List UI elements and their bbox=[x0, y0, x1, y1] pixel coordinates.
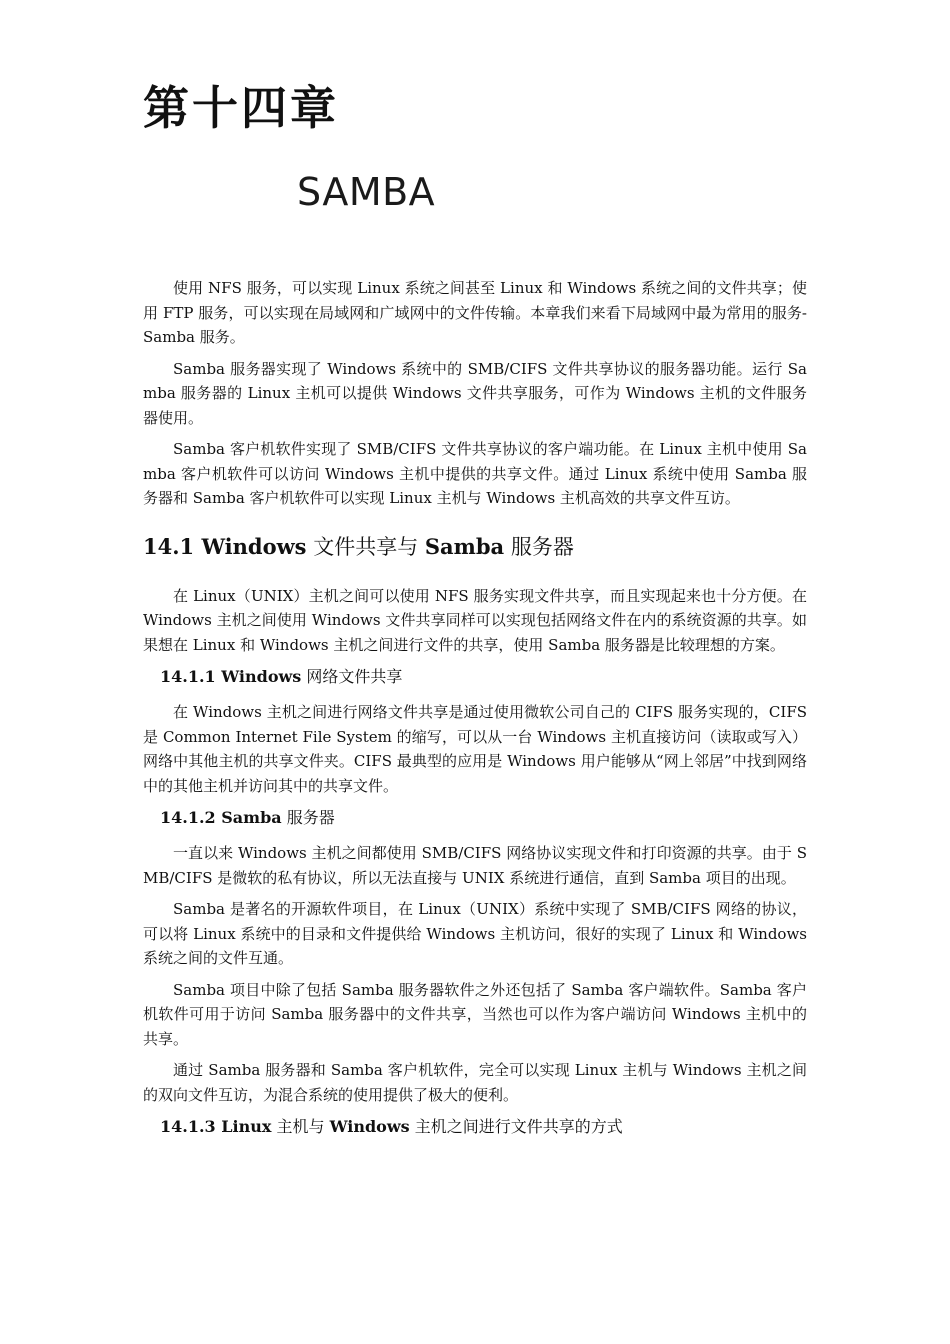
section-heading-14-1-tail: 服务器 bbox=[504, 534, 574, 559]
section-heading-14-1-2-text: 服务器 bbox=[281, 808, 335, 827]
section-heading-14-1-3-mid: 主机与 bbox=[271, 1117, 330, 1136]
section-heading-14-1-3-windows: Windows bbox=[329, 1117, 410, 1136]
section-heading-14-1-3-number: 14.1.3 Linux bbox=[160, 1117, 272, 1136]
section-heading-14-1-samba: Samba bbox=[424, 533, 505, 559]
section-heading-14-1-1 bbox=[160, 664, 807, 690]
paragraph-intro-2: Samba 服务器实现了 Windows 系统中的 SMB/CIFS 文件共享协议的服务器功能。运行 Samba 服务器的 Linux 主机可以提供 Windows 文件共享服务，可作为 Windows 主机的文件服务器使用。 bbox=[143, 359, 807, 427]
chapter-title: 第十四章 bbox=[143, 81, 339, 135]
section-heading-14-1-2-number: 14.1.2 Samba bbox=[160, 808, 282, 827]
section-heading-14-1 bbox=[143, 532, 807, 562]
paragraph-14-1: 在 Linux（UNIX）主机之间可以使用 NFS 服务实现文件共享，而且实现起来也十分方便。在 Windows 主机之间使用 Windows 文件共享同样可以实现包括网络文件在内的系统资源的共享。如果想在 Linux 和 Windows 主机之间进行文件的共享，使用 Samba 服务器是比较理想的方案。 bbox=[143, 586, 807, 654]
section-heading-14-1-1-number: 14.1.1 Windows bbox=[160, 667, 302, 686]
paragraph-14-1-1: 在 Windows 主机之间进行网络文件共享是通过使用微软公司自己的 CIFS 服务实现的，CIFS 是 Common Internet File System 的缩写，可以从一台 Windows 主机直接访问（读取或写入）网络中其他主机的共享文件夹。CIFS 最典型的应用是 Windows 用户能够从“网上邻居”中找到网络中的其他主机并访问其中的共享文件。 bbox=[143, 703, 807, 795]
section-heading-14-1-3 bbox=[160, 1114, 807, 1140]
section-heading-14-1-text: 文件共享与 bbox=[306, 534, 425, 559]
paragraph-14-1-2-d: 通过 Samba 服务器和 Samba 客户机软件，完全可以实现 Linux 主机与 Windows 主机之间的双向文件互访，为混合系统的使用提供了极大的便利。 bbox=[143, 1061, 807, 1104]
paragraph-intro-3: Samba 客户机软件实现了 SMB/CIFS 文件共享协议的客户端功能。在 Linux 主机中使用 Samba 客户机软件可以访问 Windows 主机中提供的共享文件。通过 Linux 系统中使用 Samba 服务器和 Samba 客户机软件可以实现 Linux 主机与 Windows 主机高效的共享文件互访。 bbox=[143, 440, 807, 507]
chapter-subtitle: SAMBA bbox=[297, 170, 436, 214]
paragraph-intro-1: 使用 NFS 服务，可以实现 Linux 系统之间甚至 Linux 和 Windows 系统之间的文件共享；使用 FTP 服务，可以实现在局域网和广域网中的文件传输。本章我们来看下局域网中最为常用的服务-Samba 服务。 bbox=[143, 279, 807, 346]
section-heading-14-1-number: 14.1 Windows bbox=[143, 533, 307, 559]
section-heading-14-1-3-tail: 主机之间进行文件共享的方式 bbox=[409, 1117, 623, 1136]
paragraph-14-1-2-b: Samba 是著名的开源软件项目，在 Linux（UNIX）系统中实现了 SMB/CIFS 网络的协议，可以将 Linux 系统中的目录和文件提供给 Windows 主机访问，很好的实现了 Linux 和 Windows 系统之间的文件互通。 bbox=[143, 900, 807, 967]
section-heading-14-1-2 bbox=[160, 805, 807, 831]
section-heading-14-1-1-text: 网络文件共享 bbox=[301, 667, 403, 686]
paragraph-14-1-2-c: Samba 项目中除了包括 Samba 服务器软件之外还包括了 Samba 客户端软件。Samba 客户机软件可用于访问 Samba 服务器中的文件共享，当然也可以作为客户端访问 Windows 主机中的共享。 bbox=[143, 980, 807, 1048]
paragraph-14-1-2-a: 一直以来 Windows 主机之间都使用 SMB/CIFS 网络协议实现文件和打印资源的共享。由于 SMB/CIFS 是微软的私有协议，所以无法直接与 UNIX 系统进行通信，直到 Samba 项目的出现。 bbox=[143, 844, 807, 887]
body-content bbox=[143, 276, 807, 1150]
